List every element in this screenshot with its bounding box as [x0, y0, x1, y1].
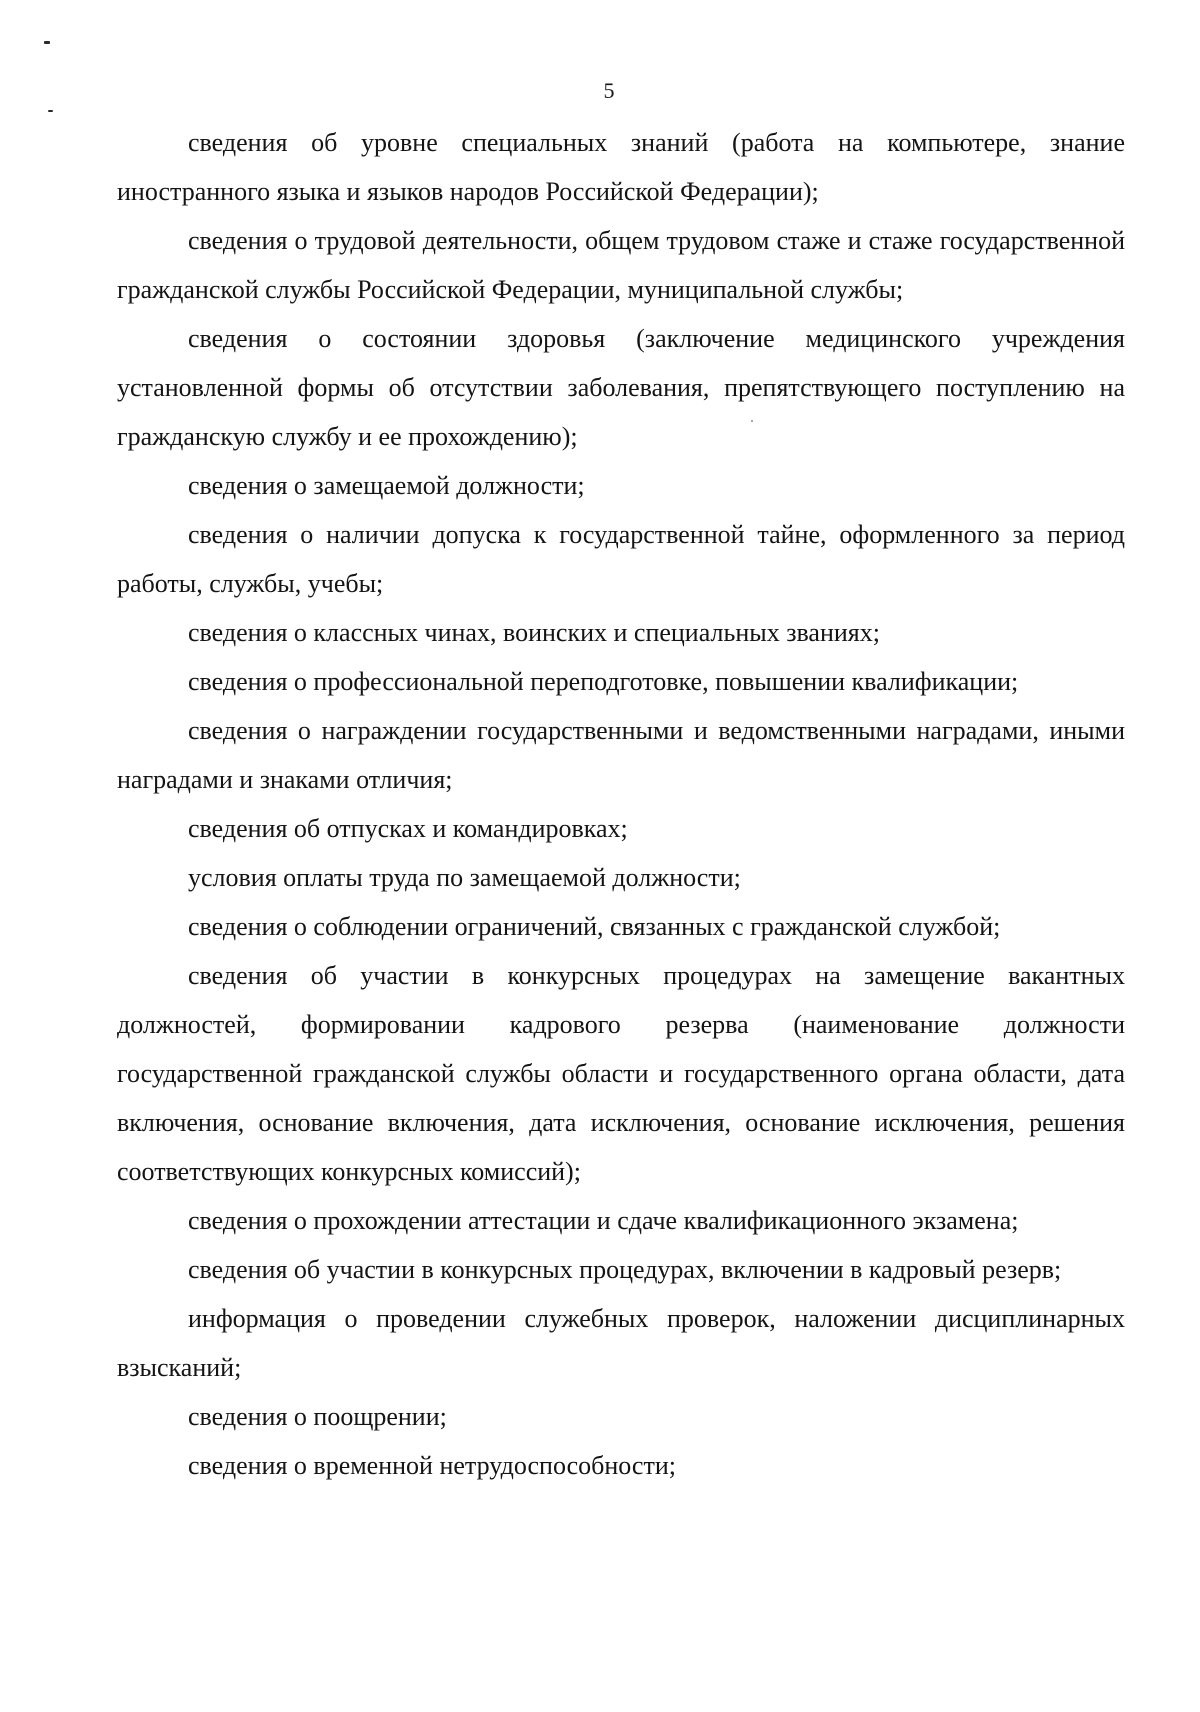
- paragraph: сведения о трудовой деятельности, общем трудовом стаже и стаже государственной гражданской службы Российской Федерации, муниципальной службы;: [117, 226, 1125, 304]
- paragraph: информация о проведении служебных проверок, наложении дисциплинарных взысканий;: [117, 1304, 1125, 1382]
- scan-artifact-mark: [48, 110, 53, 112]
- paragraph: условия оплаты труда по замещаемой должности;: [188, 863, 741, 892]
- paragraph: сведения о временной нетрудоспособности;: [188, 1451, 676, 1480]
- paragraph: сведения о классных чинах, воинских и специальных званиях;: [188, 618, 880, 647]
- paragraph: сведения об отпусках и командировках;: [188, 814, 628, 843]
- paragraph: сведения об уровне специальных знаний (работа на компьютере, знание иностранного языка и языков народов Российской Федерации);: [117, 128, 1125, 206]
- paragraph: сведения о соблюдении ограничений, связанных с гражданской службой;: [188, 912, 1001, 941]
- scan-artifact-mark: [44, 41, 50, 44]
- paragraph: сведения об участии в конкурсных процедурах, включении в кадровый резерв;: [188, 1255, 1062, 1284]
- paragraph: сведения о награждении государственными и ведомственными наградами, иными наградами и знаками отличия;: [117, 716, 1125, 794]
- paragraph: сведения о профессиональной переподготовке, повышении квалификации;: [188, 667, 1019, 696]
- paragraph: сведения о поощрении;: [188, 1402, 447, 1431]
- paragraph: сведения о замещаемой должности;: [188, 471, 585, 500]
- paragraph: сведения о состоянии здоровья (заключение медицинского учреждения установленной формы об отсутствии заболевания, препятствующего поступлению на гражданскую службу и ее прохождению);: [117, 324, 1125, 451]
- page-number: 5: [603, 78, 615, 103]
- paragraph: сведения о прохождении аттестации и сдаче квалификационного экзамена;: [188, 1206, 1019, 1235]
- paragraph: сведения об участии в конкурсных процедурах на замещение вакантных должностей, формировании кадрового резерва (наименование должности государственной гражданской службы области и государственного органа области, дата включения, основание включения, дата исключения, основание исключения, решения соответствующих конкурсных комиссий);: [117, 961, 1125, 1186]
- document-body: [117, 118, 1125, 1490]
- paragraph: сведения о наличии допуска к государственной тайне, оформленного за период работы, службы, учебы;: [117, 520, 1125, 598]
